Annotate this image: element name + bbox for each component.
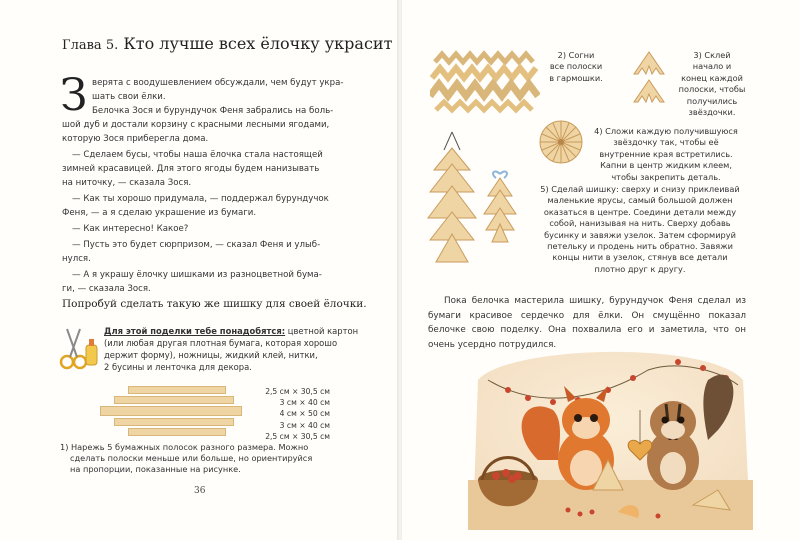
chapter-title-text: Кто лучше всех ёлочку украсит (123, 34, 393, 53)
step-line: сделать полоски меньше или больше, но ориентируйся (70, 453, 313, 464)
first-line-2: шать свои ёлки. (92, 92, 166, 102)
step-line: полоски, чтобы (678, 84, 746, 95)
paper-strips-illustration (100, 386, 250, 434)
step-line: концы нити в узелок, стянув все детали (552, 252, 728, 263)
paragraph-line: — А я украшу ёлочку шишками из разноцветной бума- (72, 270, 322, 280)
paper-strip (128, 386, 226, 394)
strip-size: 3 см × 40 см (279, 398, 330, 408)
paragraph-line: — Пусть это будет сюрпризом, — сказал Феня и улыб- (72, 240, 321, 250)
chapter-label: Глава 5. (62, 38, 119, 53)
step-3 (672, 50, 752, 118)
step-line: 2) Согни (557, 50, 595, 60)
step-line: собой, нанизывая на нить. Сверху добавь (549, 218, 731, 229)
paper-strip (114, 396, 234, 404)
step-line: бусинку и завяжи узелок. Затем сформируй (544, 229, 736, 240)
materials-line: 2 бусины и ленточка для декора. (104, 362, 252, 372)
step-line: плотно друг к другу. (594, 263, 686, 274)
step-line: маленькие ярусы, самый большой должен (547, 195, 733, 206)
strip-sizes (238, 386, 330, 442)
page-number: 36 (194, 486, 206, 496)
step-line: все полоски (549, 61, 603, 72)
paragraph-line: — Как ты хорошо придумала, — поддержал бурундучок (72, 194, 329, 204)
craft-heading: Попробуй сделать такую же шишку для своей ёлочки. (62, 298, 367, 310)
fan-stars-illustration (624, 48, 674, 108)
step-line: оказаться в центре. Соедини детали между (543, 206, 737, 217)
step-line: внутренние края встретились. (599, 148, 733, 159)
step-line: получились (686, 95, 738, 106)
paragraph-line: нулся. (62, 254, 91, 264)
step-2 (540, 50, 612, 84)
paper-strip (100, 406, 242, 416)
first-line: верята с воодушевлением обсуждали, чем будут укра- (92, 78, 344, 88)
step-line: звёздочки. (688, 107, 736, 118)
step-line: Капни в центр жидким клеем, (600, 160, 732, 171)
paper-cones-illustration (424, 130, 528, 280)
step-line: конец каждой (681, 72, 743, 83)
step-5 (526, 184, 754, 275)
step-line: в гармошки. (549, 72, 603, 83)
paragraph-line: ги, — сказала Зося. (62, 284, 151, 294)
step-line: звёздочку так, чтобы её (613, 137, 719, 148)
paragraph-line: Феня, — а я сделаю украшение из бумаги. (62, 208, 257, 218)
step-line: 3) Склей (693, 50, 731, 60)
paragraph-line: которую Зося приберегла дома. (62, 134, 209, 144)
paragraph-line: шой дуб и достали корзину с красными лесными ягодами, (62, 120, 330, 130)
paper-strip (114, 418, 234, 426)
paper-strip (128, 428, 226, 436)
step-line: 5) Сделай шишку: сверху и снизу приклеивай (540, 184, 740, 194)
paragraph-line: — Как интересно! Какое? (72, 224, 189, 234)
step-4 (586, 126, 746, 183)
paragraph-line: Белочка Зося и бурундучок Феня забрались на боль- (92, 106, 334, 116)
chapter-title (62, 34, 392, 53)
strip-size: 2,5 см × 30,5 см (265, 431, 330, 441)
materials-line: держит форму), ножницы, жидкий клей, нитки, (104, 350, 318, 360)
step-1 (60, 442, 360, 476)
folded-strips-illustration (430, 48, 540, 116)
left-page (0, 0, 398, 540)
step-line: чтобы закрепить деталь. (611, 171, 721, 182)
materials-text (104, 325, 366, 373)
drop-cap: З (60, 70, 88, 121)
step-line: петельку и продень нить обратно. Завяжи (547, 241, 733, 252)
strip-size: 2,5 см × 30,5 см (265, 387, 330, 396)
step-line: 1) Нарежь 5 бумажных полосок разного размера. Можно (60, 442, 309, 452)
story-paragraph: Пока белочка мастерила шишку, бурундучок Феня сделал из бумаги красивое сердечко для ёлки. Он смущённо показал белочке свою поделку. Она похвалила его и заметила, что он очень усердно потрудился. (428, 296, 746, 350)
paragraph-line: зимней красавицей. Для этого ягоды будем нанизывать (62, 164, 320, 174)
strip-size: 3 см × 40 см (279, 420, 330, 430)
materials-line: (или любая другая плотная бумага, которая хорошо (104, 338, 338, 348)
scissors-glue-icon (58, 325, 100, 371)
step-line: на пропорции, показанные на рисунке. (70, 464, 241, 475)
squirrel-chipmunk-illustration (468, 340, 753, 530)
materials-label: Для этой поделки тебе понадобятся: (104, 326, 286, 336)
strip-size: 4 см × 50 см (279, 409, 330, 419)
step-line: 4) Сложи каждую получившуюся (594, 126, 738, 136)
materials-line: цветной картон (285, 326, 359, 336)
paragraph-line: на ниточку, — сказала Зося. (62, 178, 192, 188)
paragraph-line: — Сделаем бусы, чтобы наша ёлочка стала настоящей (72, 150, 323, 160)
paper-star-illustration (537, 118, 585, 166)
step-line: начало и (692, 61, 732, 72)
